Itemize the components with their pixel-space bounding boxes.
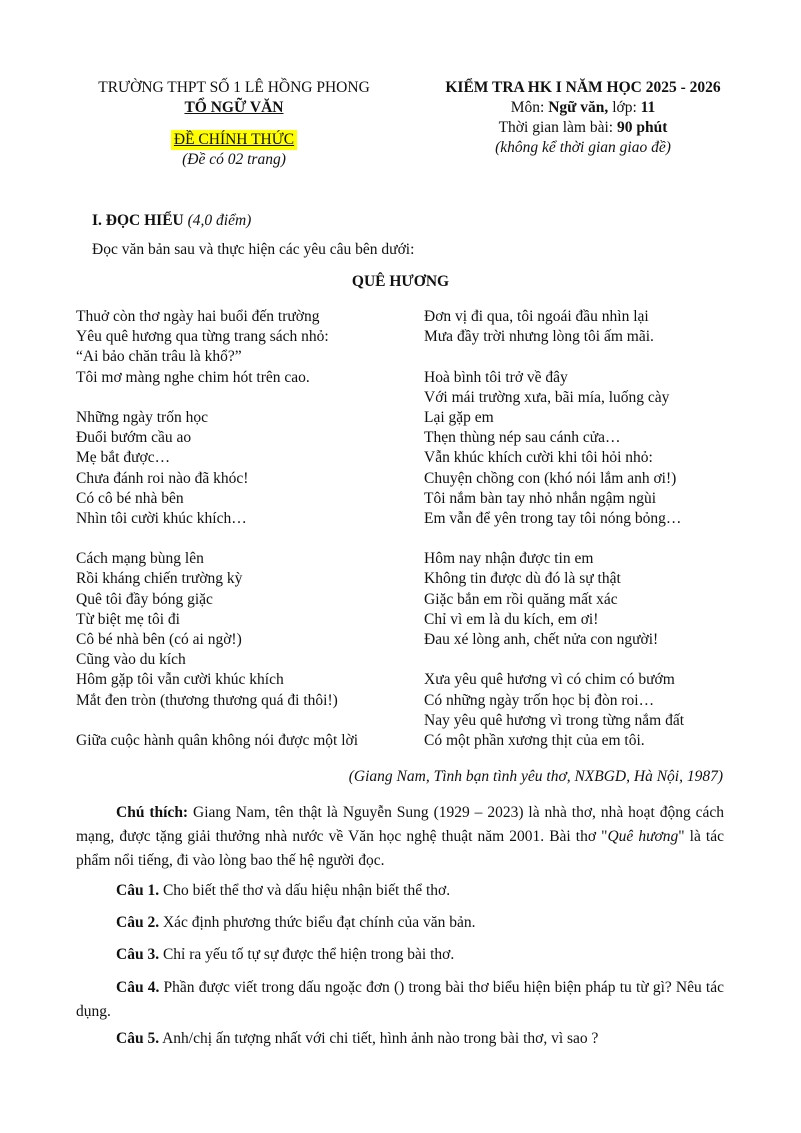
poem-line: Thuở còn thơ ngày hai buổi đến trường bbox=[76, 308, 320, 325]
poem-line: Cô bé nhà bên (có ai ngờ!) bbox=[76, 631, 242, 648]
question-1: Câu 1. Cho biết thể thơ và dấu hiệu nhận biết thể thơ. bbox=[116, 882, 451, 899]
header-left bbox=[70, 78, 398, 170]
poem-line: Cách mạng bùng lên bbox=[76, 550, 204, 568]
poem-line: Cũng vào du kích bbox=[76, 651, 186, 669]
poem-line: Đau xé lòng anh, chết nửa con người! bbox=[424, 631, 659, 648]
poem-line: Nay yêu quê hương vì trong từng nắm đất bbox=[424, 711, 685, 729]
poem-line: Lại gặp em bbox=[424, 408, 494, 426]
poem-line: Chỉ vì em là du kích, em ơi! bbox=[424, 610, 599, 628]
poem-line: Hôm nay nhận được tin em bbox=[424, 550, 594, 568]
question-4: Câu 4. Phần được viết trong dấu ngoặc đơn () trong bài thơ biểu hiện biện pháp tu từ gì? Nêu tác dụng. bbox=[76, 979, 724, 1020]
question-3: Câu 3. Chỉ ra yếu tố tự sự được thể hiện trong bài thơ. bbox=[116, 946, 455, 963]
poem-line: Vẫn khúc khích cười khi tôi hỏi nhỏ: bbox=[424, 449, 653, 467]
poem-line: Mẹ bắt được… bbox=[76, 449, 171, 467]
official-badge: ĐỀ CHÍNH THỨC bbox=[171, 130, 297, 150]
poem-line: Đơn vị đi qua, tôi ngoái đầu nhìn lại bbox=[424, 308, 649, 325]
poem-line: Mắt đen tròn (thương thương quá đi thôi!) bbox=[76, 691, 338, 709]
page-count: (Đề có 02 trang) bbox=[182, 151, 286, 168]
poem-line bbox=[76, 711, 358, 731]
poem-column-left bbox=[76, 307, 358, 751]
poem-column-right bbox=[424, 307, 684, 751]
poem-line: “Ai bảo chăn trâu là khổ?” bbox=[76, 348, 242, 366]
school-name: TRƯỜNG THPT SỐ 1 LÊ HỒNG PHONG bbox=[98, 79, 370, 96]
poem-line: Xưa yêu quê hương vì có chim có bướm bbox=[424, 671, 675, 689]
poem-line: Nhìn tôi cười khúc khích… bbox=[76, 509, 247, 527]
poem-line bbox=[424, 347, 684, 367]
poem-line: Có những ngày trốn học bị đòn roi… bbox=[424, 691, 655, 709]
poem-line: Tôi mơ màng nghe chim hót trên cao. bbox=[76, 368, 310, 386]
question-5: Câu 5. Anh/chị ấn tượng nhất với chi tiết, hình ảnh nào trong bài thơ, vì sao ? bbox=[116, 1030, 599, 1047]
time-note: (không kể thời gian giao đề) bbox=[495, 139, 671, 156]
poem-line: Với mái trường xưa, bãi mía, luống cày bbox=[424, 388, 670, 406]
department-name: TỔ NGỮ VĂN bbox=[184, 99, 284, 116]
poem-line bbox=[424, 529, 684, 549]
poem-line bbox=[76, 388, 358, 408]
poem-line: Em vẫn để yên trong tay tôi nóng bỏng… bbox=[424, 509, 682, 527]
poem-line: Thẹn thùng nép sau cánh cửa… bbox=[424, 429, 621, 447]
poem-line: Có cô bé nhà bên bbox=[76, 489, 184, 507]
poem-line bbox=[424, 650, 684, 670]
subject-line: Môn: Ngữ văn, lớp: 11 bbox=[510, 99, 656, 116]
footnote: Chú thích: Giang Nam, tên thật là Nguyễn Sung (1929 – 2023) là nhà thơ, nhà hoạt động cách mạng, được tặng giải thưởng nhà nước về Văn học nghệ thuật năm 2001. Bài thơ "Quê hương" là tác phẩm nổi tiếng, đi vào lòng bao thế hệ người đọc. bbox=[76, 804, 725, 869]
question-2: Câu 2. Xác định phương thức biểu đạt chính của văn bản. bbox=[116, 914, 476, 931]
exam-title: KIỂM TRA HK I NĂM HỌC 2025 - 2026 bbox=[445, 79, 721, 96]
header-right bbox=[418, 78, 748, 158]
poem-line: Yêu quê hương qua từng trang sách nhỏ: bbox=[76, 328, 329, 346]
poem-line: Chưa đánh roi nào đã khóc! bbox=[76, 469, 249, 487]
poem-line: Giặc bắn em rồi quăng mất xác bbox=[424, 590, 618, 608]
poem-line: Những ngày trốn học bbox=[76, 408, 208, 426]
time-line: Thời gian làm bài: 90 phút bbox=[498, 119, 668, 136]
poem-line: Giữa cuộc hành quân không nói được một lời bbox=[76, 731, 359, 749]
poem-line: Từ biệt mẹ tôi đi bbox=[76, 610, 180, 628]
poem-line: Rồi kháng chiến trường kỳ bbox=[76, 570, 243, 588]
poem-line: Hôm gặp tôi vẫn cười khúc khích bbox=[76, 671, 284, 689]
poem-line: Mưa đầy trời nhưng lòng tôi ấm mãi. bbox=[424, 328, 654, 346]
poem-title: QUÊ HƯƠNG bbox=[351, 273, 450, 290]
section-intro: Đọc văn bản sau và thực hiện các yêu câu bên dưới: bbox=[92, 241, 415, 258]
poem-line: Hoà bình tôi trở về đây bbox=[424, 368, 568, 386]
poem-line: Tôi nắm bàn tay nhỏ nhắn ngậm ngùi bbox=[424, 489, 657, 507]
section-heading: I. ĐỌC HIỂU (4,0 điểm) bbox=[92, 212, 252, 229]
poem-source: (Giang Nam, Tình bạn tình yêu thơ, NXBGD, Hà Nội, 1987) bbox=[348, 768, 723, 785]
poem-line: Chuyện chồng con (khó nói lắm anh ơi!) bbox=[424, 469, 677, 487]
poem-line: Quê tôi đầy bóng giặc bbox=[76, 590, 213, 608]
poem-line: Có một phần xương thịt của em tôi. bbox=[424, 731, 645, 749]
poem-line: Đuổi bướm cầu ao bbox=[76, 429, 192, 447]
poem-line bbox=[76, 529, 358, 549]
poem-line: Không tin được dù đó là sự thật bbox=[424, 570, 621, 588]
